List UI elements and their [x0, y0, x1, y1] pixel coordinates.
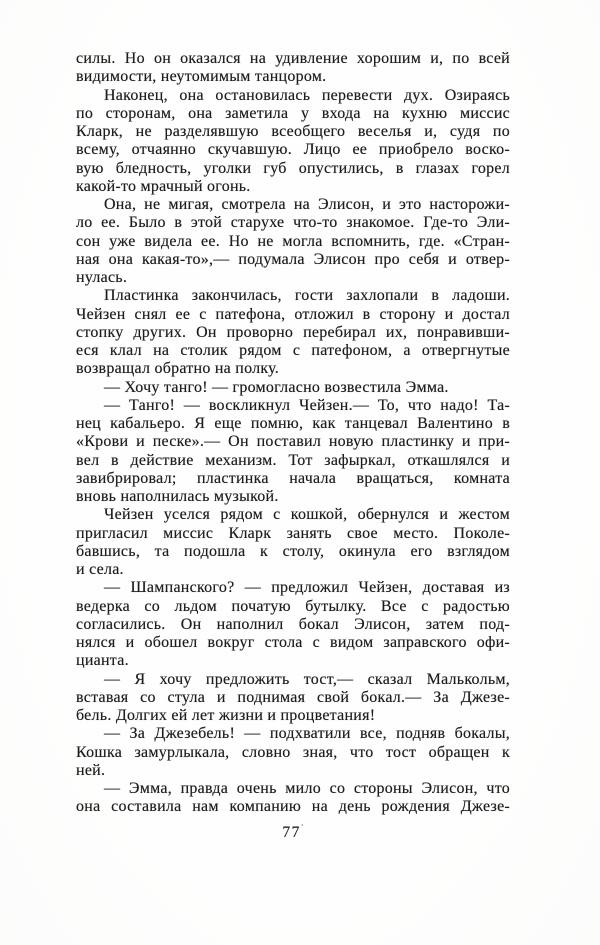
text-line: какой-то мрачный огонь.: [76, 177, 251, 195]
text-line: и села.: [76, 561, 124, 578]
text-line: вел в действие механизм. Тот зафыркал, откашлялся и: [76, 451, 510, 469]
text-line: завибрировал; пластинка начала вращаться, комната: [76, 469, 510, 487]
text-line: Чейзен уселся рядом с кошкой, обернулся и жестом: [104, 506, 510, 524]
text-line: пригласил миссис Кларк занять свое место. Поколе-: [76, 524, 510, 542]
text-line: — Шампанского? — предложил Чейзен, доставая из: [104, 579, 510, 597]
text-line: согласились. Он наполнил бокал Элисон, затем под-: [76, 615, 510, 633]
paragraph: [76, 87, 510, 197]
text-line: бель. Долгих ей лет жизни и процветания!: [76, 707, 376, 724]
paragraph: [76, 780, 510, 817]
text-line: Кошка замурлыкала, словно зная, что тост обращен к: [76, 743, 510, 761]
paragraph: [76, 379, 510, 397]
paragraph: [76, 397, 510, 507]
text-line: Наконец, она остановилась перевести дух. Озираясь: [104, 86, 510, 104]
text-line: ведерка со льдом початую бутылку. Все с радостью: [76, 597, 510, 615]
paragraph: [76, 50, 510, 87]
text-line: она составила нам компанию на день рождения Джезе-: [76, 798, 510, 816]
text-line: нялся и обошел вокруг стола с видом заправского офи-: [76, 634, 510, 651]
text-line: Она, не мигая, смотрела на Элисон, и это насторожи-: [104, 196, 510, 213]
page-number-tick: ·: [300, 821, 304, 830]
text-line: Пластинка закончилась, гости захлопали в ладоши.: [104, 287, 510, 305]
text-line: нец кабальеро. Я еще помню, как танцевал Валентино в: [76, 415, 510, 432]
text-line: — За Джезебель! — подхватили все, подняв бокалы,: [104, 725, 510, 743]
paragraph: [76, 725, 510, 780]
text-line: по сторонам, она заметила у входа на кухню миссис: [76, 104, 510, 122]
text-line: ло ее. Было в этой старухе что-то знакомое. Где-то Эли-: [76, 214, 510, 232]
text-line: Чейзен снял ее с патефона, отложил в сторону и достал: [76, 305, 510, 323]
text-line: бавшись, та подошла к столу, окинула его взглядом: [76, 542, 510, 560]
text-line: вставая со стула и поднимая свой бокал.— За Джезе-: [76, 688, 510, 706]
page-number-value: 77: [282, 824, 301, 841]
paragraph: [76, 579, 510, 670]
text-line: еся клал на столик рядом с патефоном, а отвергнутые: [76, 342, 510, 359]
text-line: ней.: [76, 761, 106, 779]
text-line: возвращал обратно на полку.: [76, 360, 280, 378]
text-line: Кларк, не разделявшую всеобщего веселья и, судя по: [76, 123, 510, 140]
text-line: вую бледность, уголки губ опустились, в глазах горел: [76, 159, 510, 177]
text-line: — Хочу танго! — громогласно возвестила Эмма.: [104, 378, 449, 396]
paragraph: [76, 671, 510, 726]
text-line: видимости, неутомимым танцором.: [76, 68, 327, 86]
text-line: цианта.: [76, 652, 129, 670]
text-line: вновь наполнилась музыкой.: [76, 488, 279, 505]
paragraph: [76, 506, 510, 579]
text-line: сон уже видела ее. Но не могла вспомнить, где. «Стран-: [76, 232, 510, 250]
text-line: — Эмма, правда очень мило со стороны Элисон, что: [104, 780, 510, 797]
page-number: [76, 821, 510, 842]
text-line: всему, отчаянно скучавшую. Лицо ее приобрело воско-: [76, 141, 510, 159]
text-line: — Я хочу предложить тост,— сказал Малькольм,: [104, 670, 510, 688]
text-line: ная она какая-то»,— подумала Элисон про себя и отвер-: [76, 250, 510, 268]
text-line: «Крови и песке».— Он поставил новую пластинку и при-: [76, 433, 510, 451]
text-line: стопку других. Он проворно перебирал их, понравивши-: [76, 323, 510, 341]
text-line: — Танго! — воскликнул Чейзен.— То, что надо! Та-: [104, 396, 510, 414]
paragraph: [76, 196, 510, 287]
paragraph: [76, 287, 510, 378]
text-line: силы. Но он оказался на удивление хорошим и, по всей: [76, 50, 510, 67]
text-block: [76, 50, 510, 817]
text-line: нулась.: [76, 269, 128, 286]
